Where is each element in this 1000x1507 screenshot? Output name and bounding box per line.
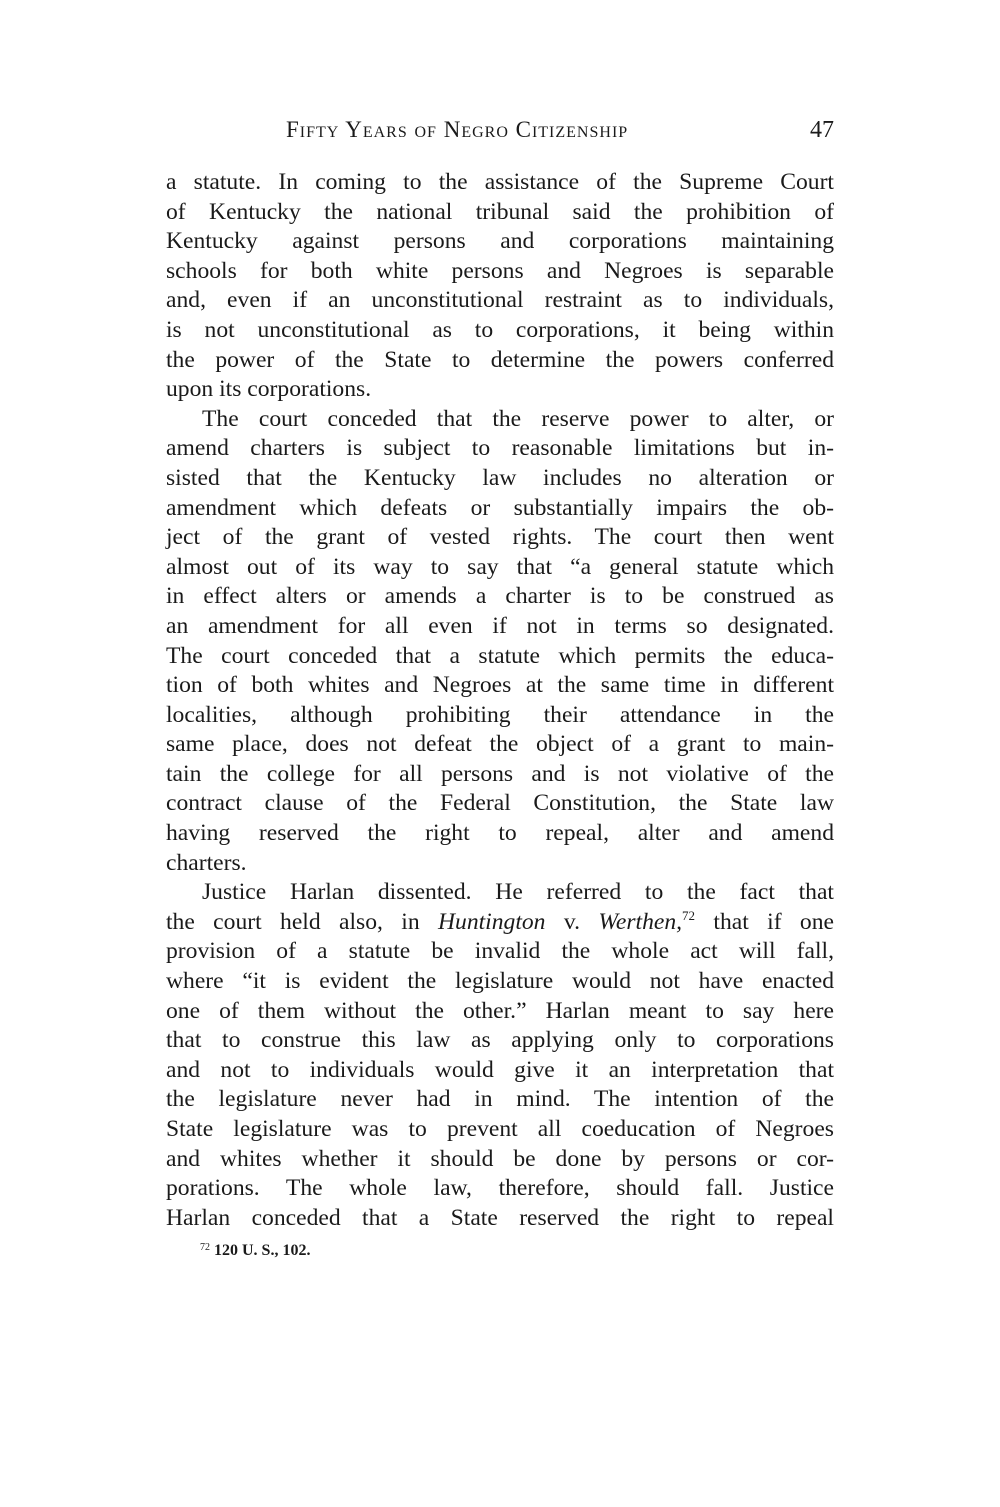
line-fragment: that if one xyxy=(695,908,834,935)
text-line: in effect alters or amends a charter is to be construed as xyxy=(166,583,834,610)
body-text xyxy=(166,168,834,1233)
text-line: upon its corporations. xyxy=(166,376,372,403)
footnote xyxy=(200,1240,310,1262)
text-line: State legislature was to prevent all coeducation of Negroes xyxy=(166,1116,834,1142)
text-line: one of them without the other.” Harlan meant to say here xyxy=(166,997,834,1024)
text-line: having reserved the right to repeal, alter and amend xyxy=(166,820,834,847)
paragraph-3 xyxy=(166,878,834,1233)
text-line: Justice Harlan dissented. He referred to the fact that xyxy=(202,879,834,906)
text-line: The court conceded that a statute which permits the educa- xyxy=(166,642,834,669)
text-line: and whites whether it should be done by persons or cor- xyxy=(166,1145,834,1172)
case-party-1: Huntington xyxy=(437,908,546,935)
text-line: almost out of its way to say that “a general statute which xyxy=(166,553,834,580)
text-line: sisted that the Kentucky law includes no alteration or xyxy=(166,464,834,491)
running-title: Fifty Years of Negro Citizenship xyxy=(286,117,629,142)
page-number: 47 xyxy=(810,117,834,143)
text-line: amendment which defeats or substantially impairs the ob- xyxy=(166,494,834,521)
text-line: localities, although prohibiting their attendance in the xyxy=(166,701,834,728)
text-line: the power of the State to determine the powers conferred xyxy=(166,346,834,373)
text-line: same place, does not defeat the object of a grant to main- xyxy=(166,731,834,758)
text-line: and, even if an unconstitutional restraint as to individuals, xyxy=(166,287,834,314)
text-line: tain the college for all persons and is not violative of the xyxy=(166,760,834,787)
text-line: Harlan conceded that a State reserved the right to repeal xyxy=(166,1204,834,1231)
versus-abbrev: v. xyxy=(545,908,599,935)
paragraph-1 xyxy=(166,168,834,405)
text-line: a statute. In coming to the assistance of the Supreme Court xyxy=(166,169,834,195)
text-line: the legislature never had in mind. The intention of the xyxy=(166,1086,834,1113)
text-line: charters. xyxy=(166,849,247,876)
line-fragment: the court held also, in xyxy=(166,908,438,935)
text-line: ject of the grant of vested rights. The court then went xyxy=(166,524,834,551)
text-line: porations. The whole law, therefore, should fall. Justice xyxy=(166,1175,834,1202)
text-line: where “it is evident the legislature would not have enacted xyxy=(166,968,834,995)
text-line: tion of both whites and Negroes at the same time in different xyxy=(166,672,834,699)
running-head xyxy=(166,114,834,146)
text-line: that to construe this law as applying only to corporations xyxy=(166,1027,834,1054)
text-line: provision of a statute be invalid the whole act will fall, xyxy=(166,938,834,965)
text-line: an amendment for all even if not in terms so designated. xyxy=(166,612,834,639)
text-line: amend charters is subject to reasonable limitations but in- xyxy=(166,435,834,462)
text-line: and not to individuals would give it an interpretation that xyxy=(166,1056,834,1083)
text-line: The court conceded that the reserve power to alter, or xyxy=(202,405,834,432)
footnote-reference[interactable]: 72 xyxy=(682,907,696,923)
text-line: of Kentucky the national tribunal said the prohibition of xyxy=(166,198,834,225)
case-party-2: Werthen, xyxy=(598,908,683,935)
paragraph-2 xyxy=(166,405,834,879)
text-line: Kentucky against persons and corporations maintaining xyxy=(166,228,834,255)
footnote-text: 120 U. S., 102. xyxy=(214,1242,311,1259)
footnote-number: 72 xyxy=(200,1242,210,1253)
text-line: contract clause of the Federal Constitution, the State law xyxy=(166,790,834,817)
text-line: schools for both white persons and Negroes is separable xyxy=(166,257,834,284)
text-line-with-citation xyxy=(166,908,834,938)
text-line: is not unconstitutional as to corporations, it being within xyxy=(166,316,834,343)
